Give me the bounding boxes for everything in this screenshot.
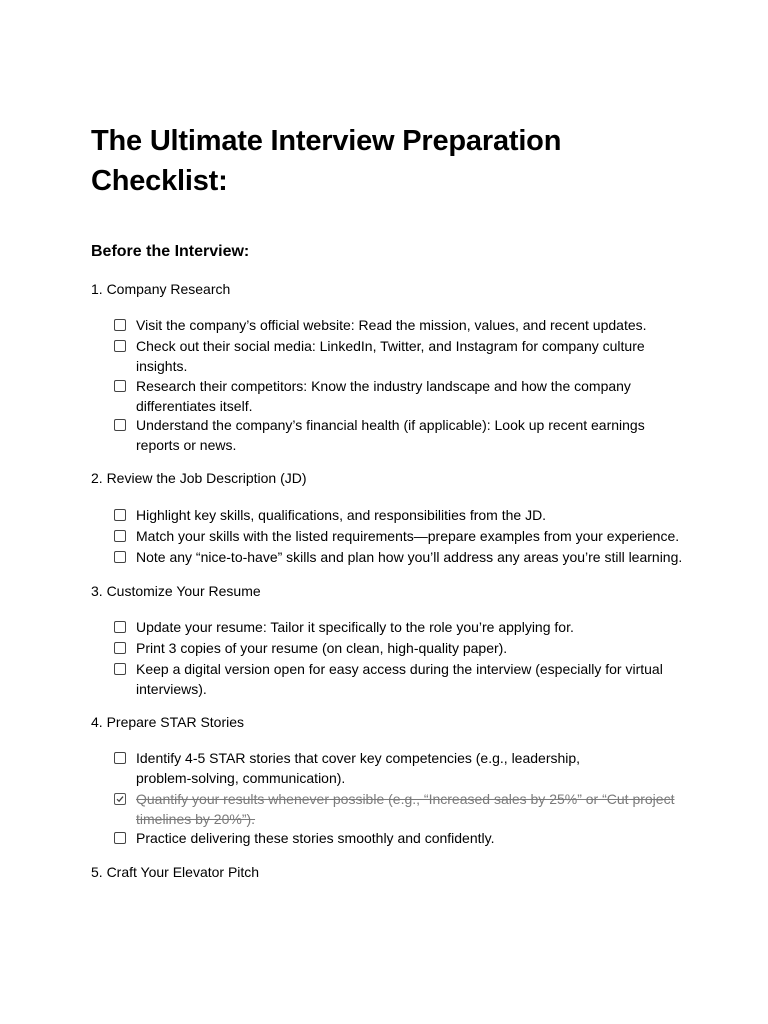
checkbox[interactable] bbox=[114, 832, 126, 844]
checkbox[interactable] bbox=[114, 793, 126, 805]
checkbox[interactable] bbox=[114, 380, 126, 392]
checklist-item-text: Research their competitors: Know the industry landscape and how the company differentiates itself. bbox=[136, 378, 631, 414]
checkbox[interactable] bbox=[114, 663, 126, 675]
checkbox[interactable] bbox=[114, 621, 126, 633]
checkbox[interactable] bbox=[114, 530, 126, 542]
group-heading-company-research: 1. Company Research bbox=[91, 281, 231, 297]
group-heading-customize-resume: 3. Customize Your Resume bbox=[91, 583, 261, 599]
checkbox[interactable] bbox=[114, 752, 126, 764]
title-line-2: Checklist: bbox=[91, 165, 228, 197]
checklist-item-text: Keep a digital version open for easy access during the interview (especially for virtual interviews). bbox=[136, 661, 663, 697]
checklist-item-text: Identify 4-5 STAR stories that cover key competencies (e.g., leadership, problem-solving, communication). bbox=[136, 750, 581, 786]
checklist-item-text: Match your skills with the listed requirements—prepare examples from your experience. bbox=[136, 528, 680, 544]
checklist-item-text: Highlight key skills, qualifications, and responsibilities from the JD. bbox=[136, 507, 547, 523]
checkbox[interactable] bbox=[114, 419, 126, 431]
checkbox[interactable] bbox=[114, 509, 126, 521]
checklist-item-text: Practice delivering these stories smoothly and confidently. bbox=[136, 830, 495, 846]
group-heading-elevator-pitch: 5. Craft Your Elevator Pitch bbox=[91, 864, 260, 880]
group-heading-star-stories: 4. Prepare STAR Stories bbox=[91, 714, 245, 730]
checklist-item-text: Print 3 copies of your resume (on clean, high-quality paper). bbox=[136, 640, 508, 656]
checkbox[interactable] bbox=[114, 551, 126, 563]
document-title bbox=[91, 121, 651, 201]
checklist-item-text: Check out their social media: LinkedIn, Twitter, and Instagram for company culture insights. bbox=[136, 338, 645, 374]
title-line-1: The Ultimate Interview Preparation bbox=[91, 125, 562, 157]
checkbox[interactable] bbox=[114, 340, 126, 352]
checklist-item-text: Update your resume: Tailor it specifically to the role you’re applying for. bbox=[136, 619, 574, 635]
checklist-item-text: Note any “nice-to-have” skills and plan how you’ll address any areas you’re still learning. bbox=[136, 549, 683, 565]
checkmark-icon bbox=[116, 795, 124, 803]
group-heading-job-description: 2. Review the Job Description (JD) bbox=[91, 470, 307, 486]
checklist-item-text: Understand the company’s financial health (if applicable): Look up recent earnings reports or news. bbox=[136, 417, 645, 453]
checkbox[interactable] bbox=[114, 319, 126, 331]
section-heading-before-interview: Before the Interview: bbox=[91, 243, 250, 260]
checklist-item-text: Quantify your results whenever possible (e.g., “Increased sales by 25%” or “Cut project timelines by 20%”). bbox=[136, 791, 675, 827]
checkbox[interactable] bbox=[114, 642, 126, 654]
checklist-item-text: Visit the company’s official website: Read the mission, values, and recent updates. bbox=[136, 317, 647, 333]
